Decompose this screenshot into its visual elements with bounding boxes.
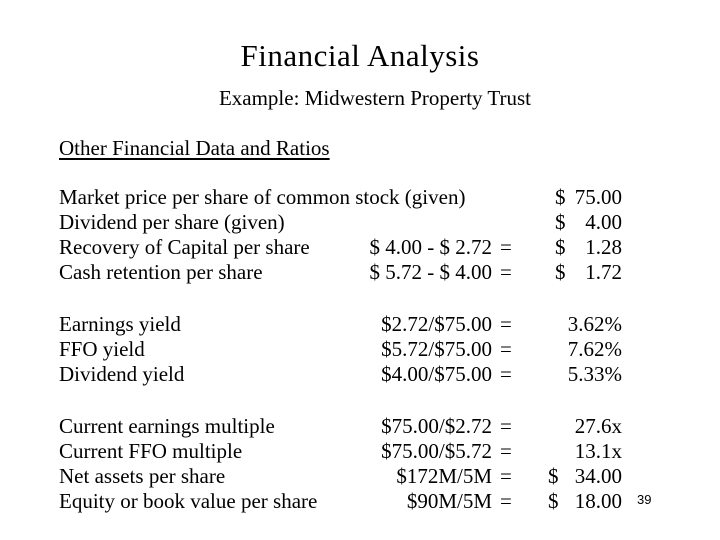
- row-label: Net assets per share: [59, 464, 226, 488]
- row-equals: =: [500, 414, 512, 438]
- row-calculation: $5.72/$75.00: [381, 337, 492, 361]
- row-currency: $: [555, 260, 566, 284]
- row-value: 34.00: [574, 464, 622, 488]
- slide-subtitle: Example: Midwestern Property Trust: [218, 86, 532, 110]
- row-label: Cash retention per share: [59, 260, 263, 284]
- row-label: Current earnings multiple: [59, 414, 275, 438]
- row-value: 5.33%: [567, 362, 622, 386]
- row-equals: =: [500, 235, 512, 259]
- data-row-net-assets: [0, 464, 720, 490]
- row-calculation: $75.00/$5.72: [381, 439, 492, 463]
- row-value: 1.72: [585, 260, 622, 284]
- row-value: 1.28: [585, 235, 622, 259]
- row-equals: =: [500, 439, 512, 463]
- data-row-ffo-multiple: [0, 439, 720, 465]
- row-label: Market price per share of common stock (given): [59, 185, 466, 209]
- row-value: 27.6x: [574, 414, 622, 438]
- section-heading: Other Financial Data and Ratios: [59, 136, 330, 160]
- row-value: 3.62%: [567, 312, 622, 336]
- row-calculation: $4.00/$75.00: [381, 362, 492, 386]
- row-label: Dividend per share (given): [59, 210, 285, 234]
- row-equals: =: [500, 489, 512, 513]
- row-equals: =: [500, 312, 512, 336]
- slide-title: Financial Analysis: [240, 38, 480, 73]
- row-label: Dividend yield: [59, 362, 185, 386]
- data-row-dividend: [0, 210, 720, 236]
- data-row-recovery-of-capital: [0, 235, 720, 261]
- data-row-dividend-yield: [0, 362, 720, 388]
- data-row-book-value: [0, 489, 720, 515]
- row-calculation: $ 5.72 - $ 4.00: [369, 260, 492, 284]
- row-currency: $: [555, 210, 566, 234]
- row-equals: =: [500, 337, 512, 361]
- row-calculation: $90M/5M: [406, 489, 492, 513]
- row-currency: $: [555, 185, 566, 209]
- row-currency: $: [548, 464, 559, 488]
- row-calculation: $75.00/$2.72: [381, 414, 492, 438]
- data-row-market-price: [0, 185, 720, 211]
- row-equals: =: [500, 362, 512, 386]
- row-equals: =: [500, 464, 512, 488]
- row-calculation: $2.72/$75.00: [381, 312, 492, 336]
- data-row-earnings-multiple: [0, 414, 720, 440]
- row-label: Earnings yield: [59, 312, 181, 336]
- data-row-ffo-yield: [0, 337, 720, 363]
- data-row-cash-retention: [0, 260, 720, 286]
- row-currency: $: [548, 489, 559, 513]
- page-number: 39: [637, 492, 652, 507]
- row-value: 13.1x: [574, 439, 622, 463]
- row-value: 7.62%: [567, 337, 622, 361]
- row-label: FFO yield: [59, 337, 145, 361]
- row-label: Current FFO multiple: [59, 439, 243, 463]
- row-calculation: $172M/5M: [396, 464, 492, 488]
- row-label: Recovery of Capital per share: [59, 235, 310, 259]
- data-row-earnings-yield: [0, 312, 720, 338]
- row-calculation: $ 4.00 - $ 2.72: [369, 235, 492, 259]
- row-currency: $: [555, 235, 566, 259]
- row-value: 75.00: [574, 185, 622, 209]
- row-value: 18.00: [574, 489, 622, 513]
- row-label: Equity or book value per share: [59, 489, 318, 513]
- row-value: 4.00: [585, 210, 622, 234]
- row-equals: =: [500, 260, 512, 284]
